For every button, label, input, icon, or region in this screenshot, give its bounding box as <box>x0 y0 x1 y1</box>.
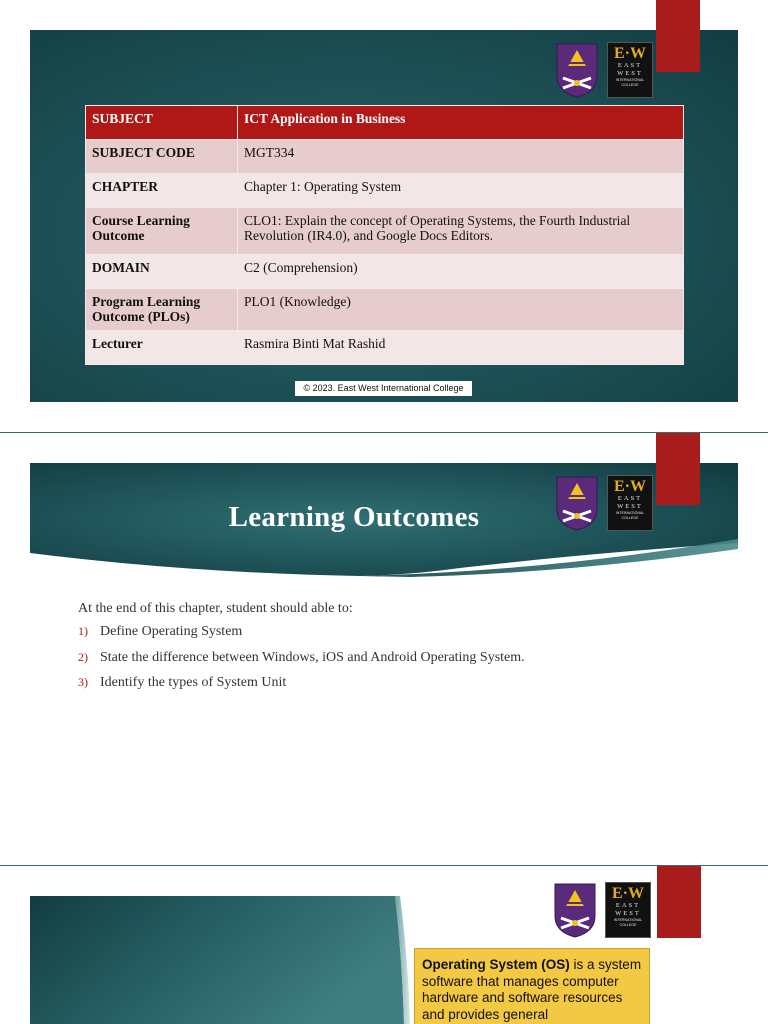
slide-learning-outcomes <box>0 433 768 865</box>
ew-logo-line3: INTERNATIONAL <box>613 918 643 922</box>
table-value: C2 (Comprehension) <box>238 255 684 289</box>
ew-logo-line4: COLLEGE <box>621 516 639 520</box>
intro-text: At the end of this chapter, student should able to: <box>78 601 353 616</box>
ew-logo-line4: COLLEGE <box>621 83 639 87</box>
ew-logo-main: E·W <box>611 885 644 902</box>
ew-college-logo <box>605 882 651 938</box>
table-value: ICT Application in Business <box>238 106 684 140</box>
list-number: 2) <box>78 649 88 664</box>
ew-logo-line2: WEST <box>617 503 643 510</box>
table-value: Chapter 1: Operating System <box>238 174 684 208</box>
table-value: PLO1 (Knowledge) <box>238 289 684 331</box>
ew-logo-line4: COLLEGE <box>619 923 637 927</box>
red-accent-bar <box>656 433 700 505</box>
uitm-crest-icon <box>553 882 597 938</box>
list-text: State the difference between Windows, iOS and Android Operating System. <box>100 649 525 665</box>
table-value: Rasmira Binti Mat Rashid <box>238 331 684 365</box>
ew-college-logo <box>607 42 653 98</box>
table-label: CHAPTER <box>86 174 238 208</box>
ew-logo-line2: WEST <box>617 70 643 77</box>
outcomes-list <box>78 619 525 696</box>
table-label: Course Learning Outcome <box>86 208 238 255</box>
slide-course-info <box>0 0 768 432</box>
logo-group <box>553 882 651 938</box>
table-row <box>86 255 684 289</box>
list-item <box>78 670 525 696</box>
slide-title: Learning Outcomes <box>228 501 480 533</box>
course-info-table <box>85 105 684 365</box>
red-accent-bar <box>657 866 701 938</box>
table-row <box>86 106 684 140</box>
ew-logo-line3: INTERNATIONAL <box>615 511 645 515</box>
slide-background <box>0 866 768 1024</box>
table-label: SUBJECT <box>86 106 238 140</box>
ew-logo-line1: EAST <box>617 495 643 502</box>
list-text: Identify the types of System Unit <box>100 675 287 690</box>
uitm-crest-icon <box>555 42 599 98</box>
red-accent-bar <box>656 0 700 72</box>
ew-logo-line2: WEST <box>615 910 641 917</box>
table-label: Program Learning Outcome (PLOs) <box>86 289 238 331</box>
table-label: DOMAIN <box>86 255 238 289</box>
os-definition-text: is a system software that manages computer hardware and software resources and provides general <box>422 957 642 1022</box>
ew-logo-line3: INTERNATIONAL <box>615 78 645 82</box>
table-value: CLO1: Explain the concept of Operating Systems, the Fourth Industrial Revolution (IR4.0), and Google Docs Editors. <box>238 208 684 255</box>
table-label: SUBJECT CODE <box>86 140 238 174</box>
ew-logo-line1: EAST <box>617 62 643 69</box>
table-row <box>86 289 684 331</box>
list-number: 3) <box>78 675 88 689</box>
table-value: MGT334 <box>238 140 684 174</box>
os-definition-box <box>414 948 650 1024</box>
copyright-notice: © 2023. East West International College <box>295 381 472 396</box>
table-label: Lecturer <box>86 331 238 365</box>
logo-group <box>555 42 653 98</box>
ew-logo-line1: EAST <box>615 902 641 909</box>
table-row <box>86 140 684 174</box>
table-row <box>86 208 684 255</box>
ew-logo-main: E·W <box>613 478 646 495</box>
table-row <box>86 331 684 365</box>
list-text: Define Operating System <box>100 624 243 639</box>
ew-logo-main: E·W <box>613 45 646 62</box>
os-term: Operating System (OS) <box>422 957 570 972</box>
list-item <box>78 645 525 671</box>
list-item <box>78 619 525 645</box>
table-row <box>86 174 684 208</box>
slide-os-definition <box>0 866 768 1024</box>
list-number: 1) <box>78 624 88 638</box>
